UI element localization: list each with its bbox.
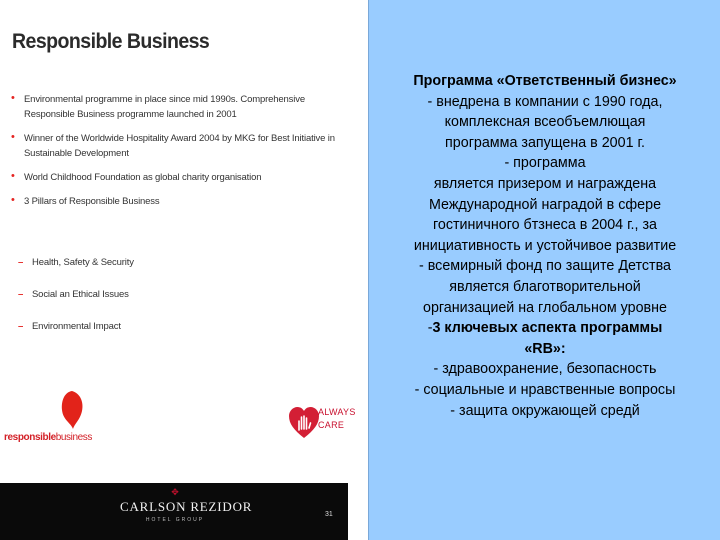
brand-emblem-icon: ✥ <box>171 487 179 497</box>
rb-label: «RB»: <box>524 340 566 357</box>
text-line: является благотворительной <box>449 278 641 295</box>
text-line: - здравоохранение, безопасность <box>433 361 657 378</box>
text-line: - программа <box>504 155 586 172</box>
slide-footer <box>0 483 348 540</box>
text-line: организацией на глобальном уровне <box>423 299 667 316</box>
text-line: комплексная всеобъемлющая <box>444 114 646 131</box>
pillar-item: – Social an Ethical Issues <box>18 287 134 319</box>
text-line: - внедрена в компании с 1990 года, <box>427 93 663 110</box>
slide-image <box>0 0 356 540</box>
text-line: инициативность и устойчивое развитие <box>413 237 677 254</box>
carlson-rezidor-logo: ✥ CARLSON REZIDOR HOTEL GROUP <box>120 487 253 523</box>
bullet-list <box>10 92 340 218</box>
text-line: - всемирный фонд по защите Детства <box>419 258 671 275</box>
bullet-item: • Winner of the Worldwide Hospitality Award 2004 by MKG for Best Initiative in Sustainable Development <box>10 131 340 161</box>
bullet-item: • 3 Pillars of Responsible Business <box>10 194 340 209</box>
key-aspects-heading: -3 ключевых аспекта программы <box>427 320 663 337</box>
page-number: 31 <box>325 511 333 518</box>
pillar-item: – Health, Safety & Security <box>18 255 134 287</box>
red-blob-icon <box>60 390 84 430</box>
text-line: - защита окружающей средй <box>450 402 640 419</box>
slide-title: Responsible Business <box>12 30 210 53</box>
always-care-text: ALWAYS CARE <box>318 407 356 430</box>
pillar-item: – Environmental Impact <box>18 319 134 351</box>
text-line: программа запущена в 2001 г. <box>445 134 645 151</box>
translation-text <box>373 71 717 421</box>
text-line: Международной наградой в сфере <box>428 196 662 213</box>
heart-hand-icon <box>288 406 320 440</box>
responsible-business-logo-text: responsiblebusiness <box>4 432 93 443</box>
text-line: является призером и награждена <box>433 175 657 192</box>
responsible-business-logo <box>4 390 94 446</box>
bullet-item: • World Childhood Foundation as global charity organisation <box>10 170 340 185</box>
program-title: Программа «Ответственный бизнес» <box>413 73 677 89</box>
translation-panel <box>368 0 720 540</box>
pillar-list <box>18 255 134 351</box>
bullet-item: • Environmental programme in place since mid 1990s. Comprehensive Responsible Business programme launched in 2001 <box>10 92 340 122</box>
always-care-logo <box>288 402 356 458</box>
text-line: - социальные и нравственные вопросы <box>414 381 676 398</box>
text-line: гостиничного бтзнеса в 2004 г., за <box>433 217 657 234</box>
